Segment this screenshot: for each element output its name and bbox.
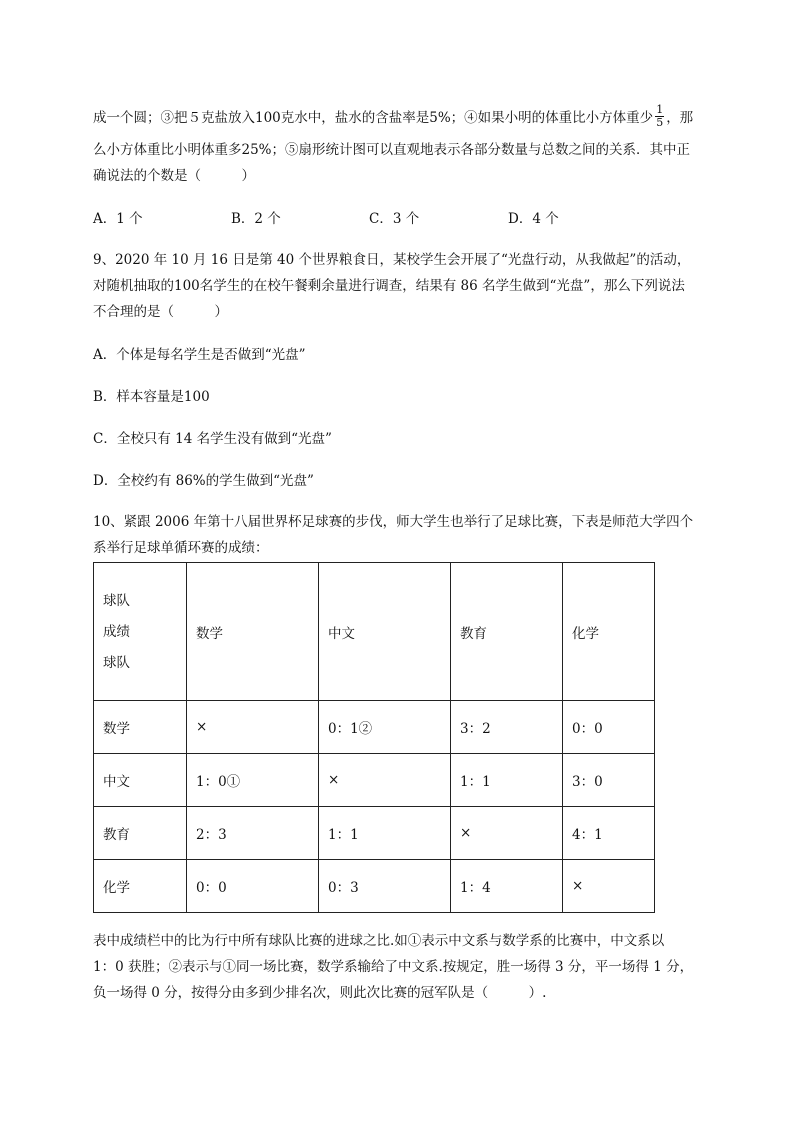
corner-label-team-bottom: 球队 (103, 654, 130, 671)
score-cell: × (451, 807, 563, 860)
q10-explain-line-3: 负一场得 0 分，按得分由多到少排名次，则此次比赛的冠军队是（ ）. (93, 985, 547, 1001)
q10-explain-line-1: 表中成绩栏中的比为行中所有球队比赛的进球之比.如①表示中文系与数学系的比赛中，中文系以 (93, 933, 665, 949)
q8-line-2: 么小方体重比小明体重多25%；⑤扇形统计图可以直观地表示各部分数量与总数之间的关系．其中正 (93, 142, 691, 158)
q9-line-2: 对随机抽取的100名学生的在校午餐剩余量进行调查，结果有 86 名学生做到“光盘”，那么下列说法 (93, 278, 685, 294)
score-cell: 0：1② (319, 701, 451, 754)
score-cell: × (187, 701, 319, 754)
table-row (94, 807, 655, 860)
score-cell: 1：1 (319, 807, 451, 860)
q10-line-1: 10、紧跟 2006 年第十八届世界杯足球赛的步伐，师大学生也举行了足球比赛，下表是师范大学四个 (93, 514, 694, 530)
score-cell: 1：4 (451, 860, 563, 913)
score-cell: 1：0① (187, 754, 319, 807)
score-cell: × (319, 754, 451, 807)
score-cell: 0：3 (319, 860, 451, 913)
score-cell: 3：2 (451, 701, 563, 754)
q10-explain-line-2: 1：0 获胜；②表示与①同一场比赛，数学系输给了中文系.按规定，胜一场得 3 分，平一场得 1 分， (93, 959, 694, 975)
q9-line-1: 9、2020 年 10 月 16 日是第 40 个世界粮食日，某校学生会开展了“光盘行动，从我做起”的活动， (93, 252, 691, 268)
q9-option-d: D．全校约有 86%的学生做到“光盘” (93, 473, 314, 489)
score-table (93, 562, 655, 913)
q8-options (93, 209, 693, 229)
table-corner-cell (94, 563, 187, 701)
table-row (94, 754, 655, 807)
score-cell: 0：0 (563, 701, 655, 754)
score-cell: 3：0 (563, 754, 655, 807)
table-header-row (94, 563, 655, 701)
score-cell: 4：1 (563, 807, 655, 860)
q8-option-d: D．4 个 (508, 211, 559, 227)
row-team-label: 中文 (94, 754, 187, 807)
fraction-one-fifth (655, 104, 664, 129)
q8-option-a: A．1 个 (93, 211, 143, 227)
q8-option-b: B．2 个 (231, 211, 281, 227)
corner-label-team-top: 球队 (103, 592, 130, 609)
q8-option-c: C．3 个 (369, 211, 420, 227)
score-cell: × (563, 860, 655, 913)
score-cell: 2：3 (187, 807, 319, 860)
fraction-denominator: 5 (656, 116, 664, 129)
q8-line-1 (93, 103, 694, 131)
row-team-label: 数学 (94, 701, 187, 754)
column-header: 数学 (187, 563, 319, 701)
q10-line-2: 系举行足球单循环赛的成绩： (93, 540, 269, 556)
table-row (94, 701, 655, 754)
q8-line-1-tail: ，那 (666, 110, 694, 126)
corner-label-score: 成绩 (103, 623, 130, 640)
score-cell: 0：0 (187, 860, 319, 913)
q8-line-1-text: 成一个圆；③把５克盐放入100克水中，盐水的含盐率是5%；④如果小明的体重比小方体重少 (93, 110, 654, 126)
score-cell: 1：1 (451, 754, 563, 807)
column-header: 化学 (563, 563, 655, 701)
column-header: 中文 (319, 563, 451, 701)
q9-option-c: C．全校只有 14 名学生没有做到“光盘” (93, 431, 332, 447)
row-team-label: 教育 (94, 807, 187, 860)
row-team-label: 化学 (94, 860, 187, 913)
table-row (94, 860, 655, 913)
q8-line-3: 确说法的个数是（ ） (93, 168, 255, 184)
q9-option-b: B．样本容量是100 (93, 389, 210, 405)
column-header: 教育 (451, 563, 563, 701)
q9-option-a: A．个体是每名学生是否做到“光盘” (93, 347, 306, 363)
fraction-numerator: 1 (656, 103, 664, 116)
q9-line-3: 不合理的是（ ） (93, 304, 228, 320)
